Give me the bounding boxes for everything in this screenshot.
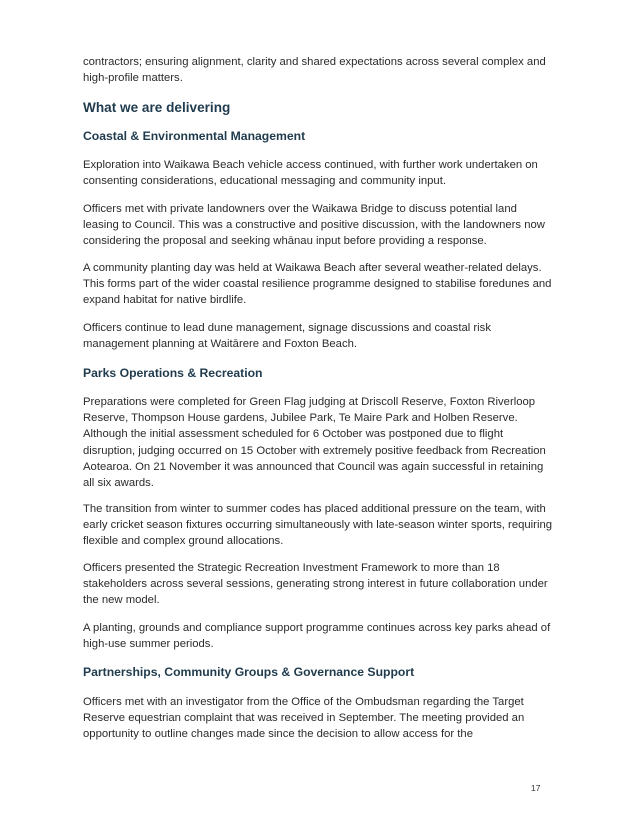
coastal-paragraph-3: A community planting day was held at Waikawa Beach after several weather-related delays. This forms part of the wider coastal resilience programme designed to stabilise foredunes and expand habitat for native birdlife. [83, 262, 552, 307]
partnerships-paragraph-1: Officers met with an investigator from the Office of the Ombudsman regarding the Target Reserve equestrian complaint that was received in September. The meeting provided an opportunity to outline changes made since the decision to allow access for the [83, 696, 525, 741]
section-heading-delivering: What we are delivering [83, 100, 231, 115]
parks-paragraph-1: Preparations were completed for Green Flag judging at Driscoll Reserve, Foxton Riverloop Reserve, Thompson House gardens, Jubilee Park, Te Maire Park and Holben Reserve. Although the initial assessment scheduled for 6 October was postponed due to flight disruption, judging occurred on 15 October with extremely positive feedback from Recreation Aotearoa. On 21 November it was announced that Council was again successful in retaining all six awards. [83, 396, 546, 490]
parks-paragraph-2: The transition from winter to summer codes has placed additional pressure on the team, with early cricket season fixtures occurring simultaneously with late-season winter sports, requiring flexible and complex ground allocations. [83, 503, 553, 548]
page-number: 17 [531, 783, 541, 793]
subheading-coastal: Coastal & Environmental Management [83, 129, 306, 143]
subheading-partnerships: Partnerships, Community Groups & Governance Support [83, 665, 415, 679]
intro-paragraph-tail: contractors; ensuring alignment, clarity and shared expectations across several complex and high-profile matters. [83, 56, 546, 85]
parks-paragraph-4: A planting, grounds and compliance support programme continues across key parks ahead of high-use summer periods. [83, 622, 551, 651]
parks-paragraph-3: Officers presented the Strategic Recreation Investment Framework to more than 18 stakeholders across several sessions, generating strong interest in future collaboration under the new model. [83, 562, 548, 607]
subheading-parks: Parks Operations & Recreation [83, 366, 263, 380]
coastal-paragraph-2: Officers met with private landowners over the Waikawa Bridge to discuss potential land leasing to Council. This was a constructive and positive discussion, with the landowners now considering the proposal and seeking whānau input before providing a response. [83, 203, 545, 248]
coastal-paragraph-1: Exploration into Waikawa Beach vehicle access continued, with further work undertaken on consenting considerations, educational messaging and community input. [83, 159, 538, 188]
coastal-paragraph-4: Officers continue to lead dune management, signage discussions and coastal risk management planning at Waitārere and Foxton Beach. [83, 322, 491, 351]
